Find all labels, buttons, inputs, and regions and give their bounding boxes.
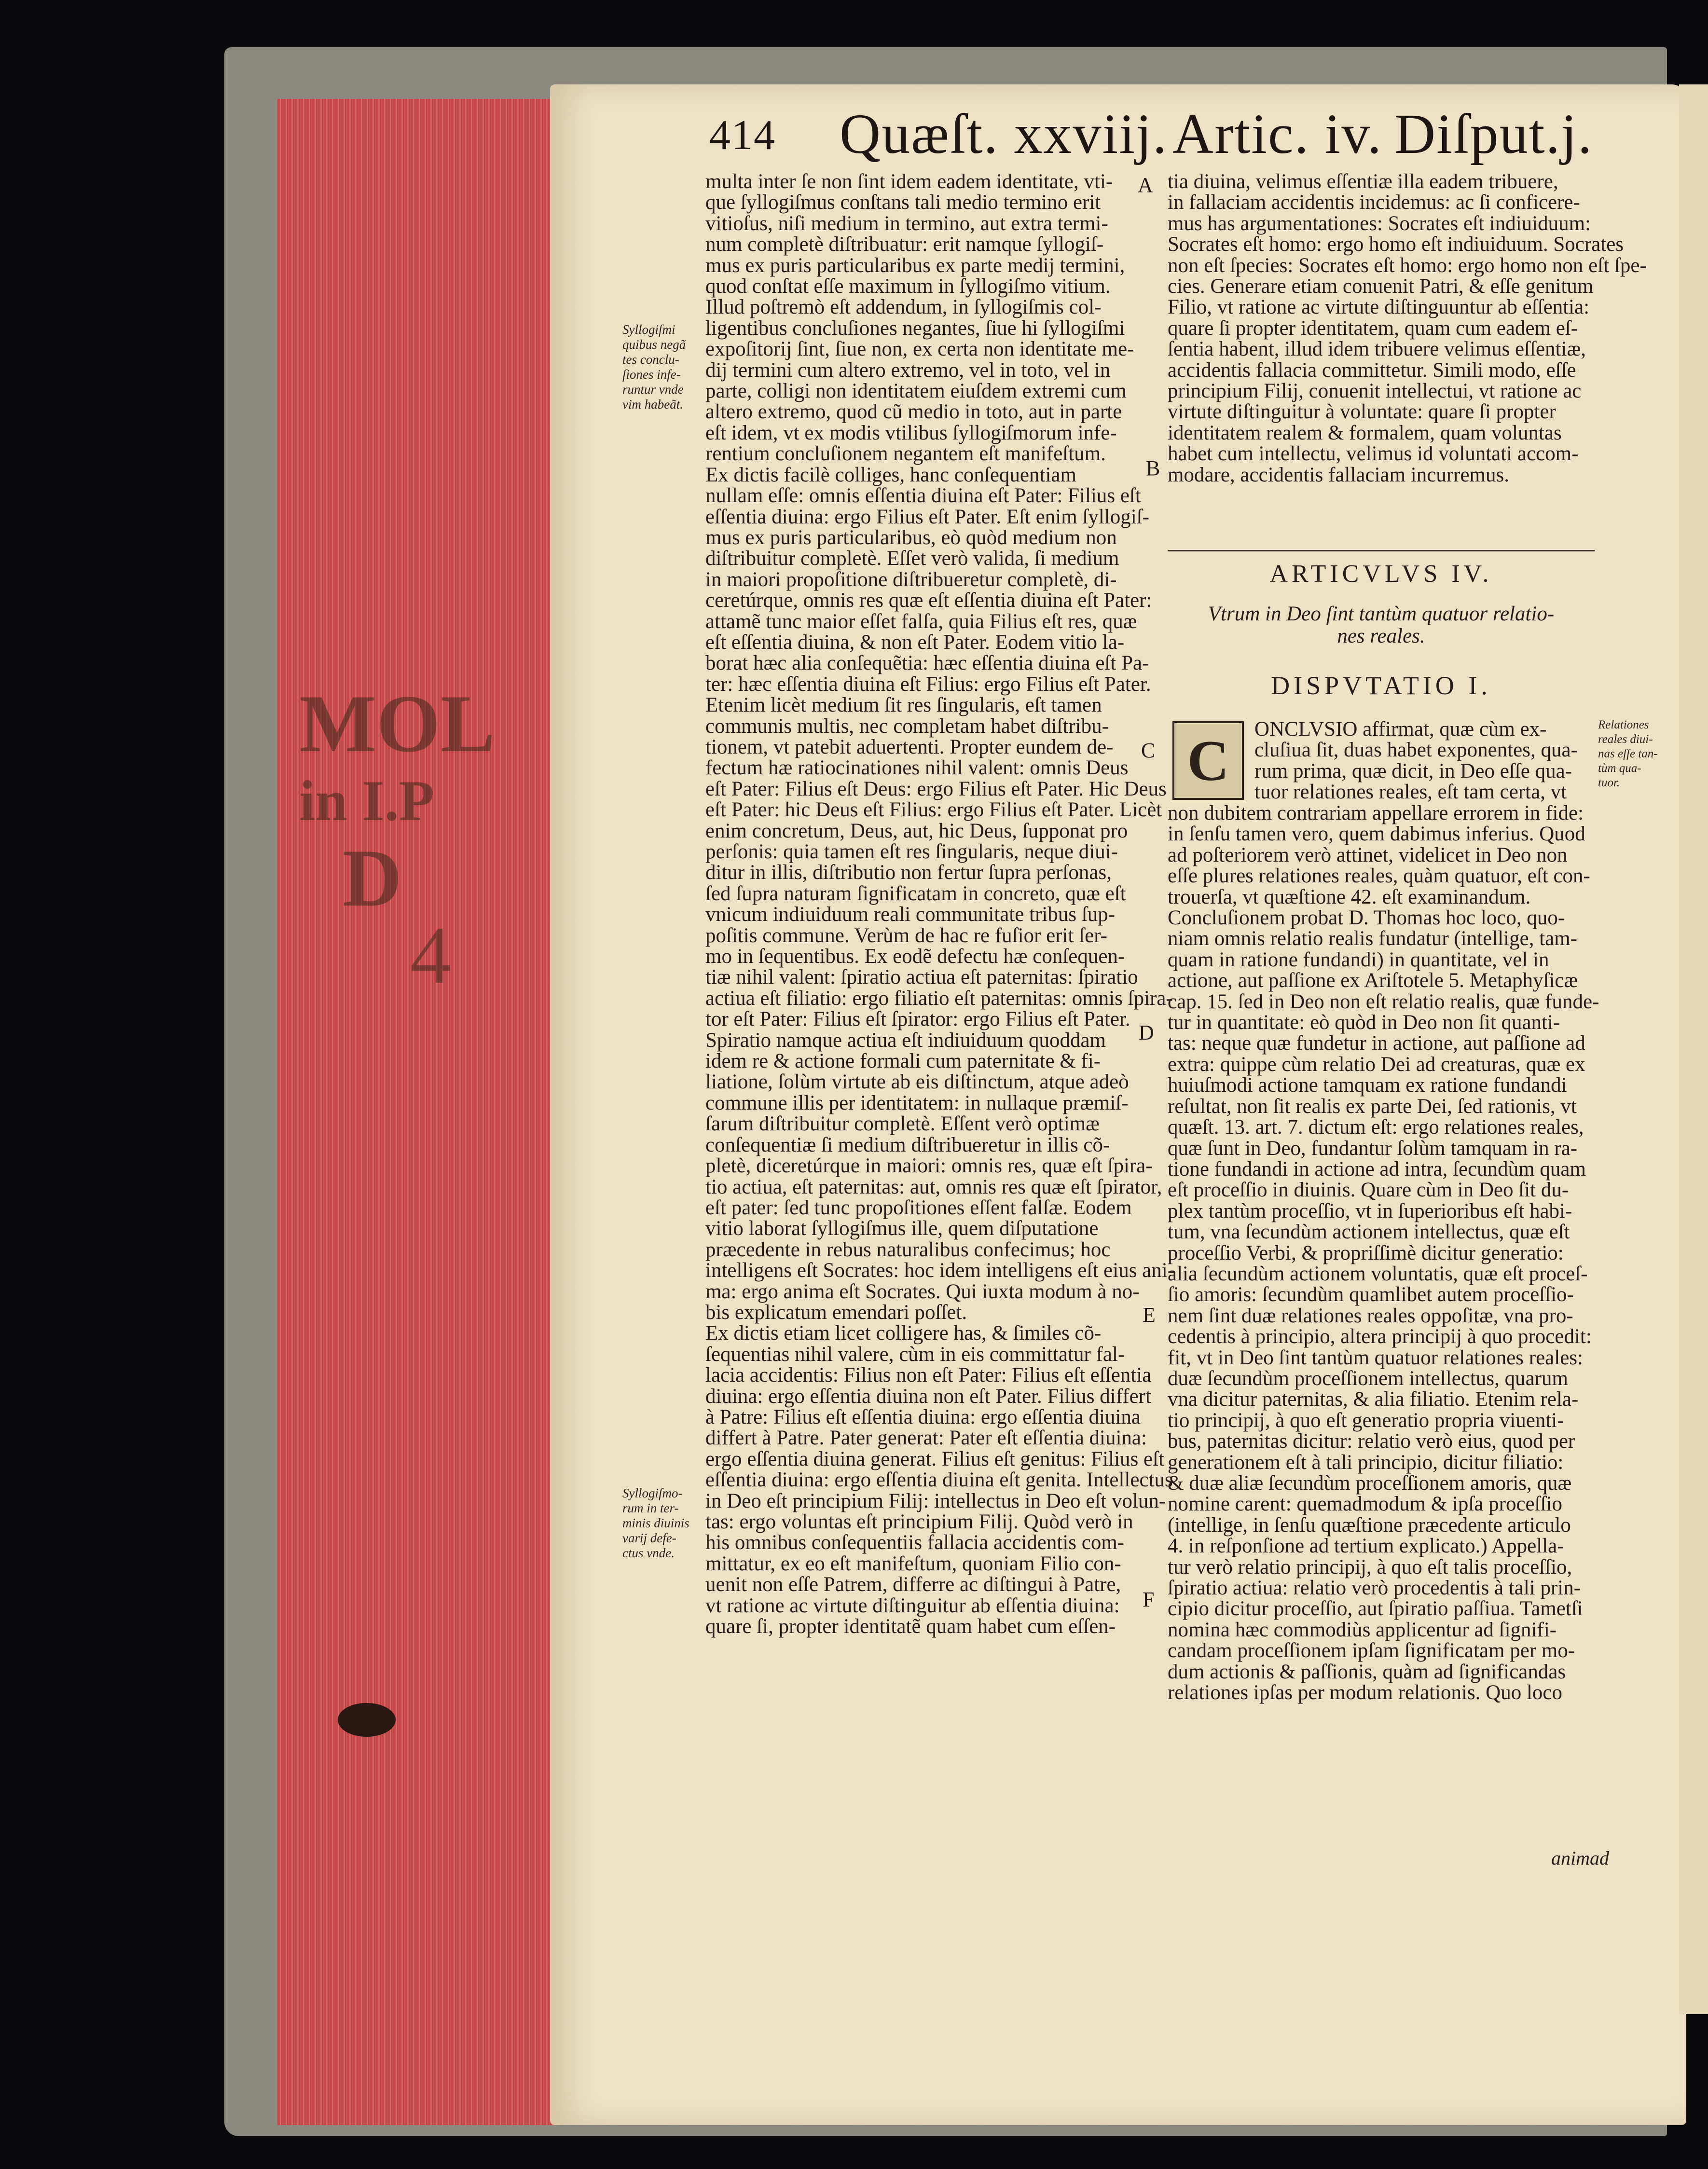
adjacent-page-edge [1679, 84, 1708, 2014]
text-line: fectum hæ ratiocinationes nihil valent: omnis Deus [705, 756, 1129, 780]
text-line: vnicum indiuiduum reali communitate tribus ſup- [705, 903, 1116, 926]
section-marker-e: E [1143, 1303, 1156, 1327]
text-line: borat hæc alia conſequẽtia: hæc eſſentia diuina eſt Pa- [705, 652, 1149, 675]
text-line: duæ ſecundùm proceſſionem intellectus, quarum [1168, 1367, 1568, 1390]
running-head [709, 101, 1595, 164]
text-line: bus, paternitas dicitur: relatio verò eius, quod per [1168, 1430, 1575, 1453]
text-line: accidentis fallacia committetur. Simili modo, eſſe [1168, 358, 1576, 382]
text-line: dij termini cum altero extremo, vel in toto, vel in [705, 358, 1111, 382]
text-line: mus ex puris particularibus, eò quòd medium non [705, 526, 1117, 549]
text-line: ſequentias nihil valere, cùm in eis committatur fal- [705, 1343, 1125, 1366]
text-line: mus ex puris particularibus ex parte medij termini, [705, 254, 1125, 277]
text-line: altero extremo, quod cũ medio in toto, aut in parte [705, 400, 1122, 424]
text-line: bis explicatum emendari poſſet. [705, 1301, 967, 1324]
margin-note-syllogismi [622, 322, 686, 412]
red-page-edges [277, 99, 557, 2125]
text-line: differt à Patre. Pater generat: Pater eſt eſſentia diuina: [705, 1427, 1147, 1450]
text-line: eſt pater: ſed tunc propoſitiones eſſent falſæ. Eodem [705, 1196, 1132, 1219]
page-number: 414 [709, 112, 776, 159]
text-line: tuor relationes reales, eſt tam certa, vt [1254, 781, 1567, 804]
text-line: idem re & actione formali cum paternitate & fi- [705, 1050, 1101, 1073]
text-line: eſſentia diuina: ergo Filius eſt Pater. Eſt enim ſyllogiſ- [705, 505, 1149, 528]
margin-note-line: runtur vnde [622, 382, 684, 397]
decorated-initial: C [1172, 721, 1244, 800]
text-line: quod conſtat eſſe maximum in ſyllogiſmo vitium. [705, 275, 1111, 298]
text-line: modare, accidentis fallaciam incurremus. [1168, 463, 1509, 486]
text-line: quare ſi propter identitatem, quam cum eadem eſ- [1168, 316, 1578, 340]
text-line: non dubitem contrariam appellare errorem in fide: [1168, 802, 1584, 824]
text-line: Socrates eſt homo: ergo homo eſt indiuiduum. Socrates [1168, 233, 1624, 256]
text-line: mittatur, ex eo eſt manifeſtum, quoniam Filio con- [705, 1552, 1121, 1575]
text-line: liatione, ſolùm virtute ab eis diſtinctum, atque adeò [705, 1071, 1129, 1094]
article-question-line: nes reales. [1337, 625, 1425, 647]
text-line: cedentis à principio, altera principij à quo procedit: [1168, 1325, 1592, 1348]
edge-inscription-line: MOL [299, 678, 496, 769]
text-line: que ſyllogiſmus conſtans tali medio termino erit [705, 191, 1101, 214]
text-line: vitioſus, niſi medium in termino, aut extra termi- [705, 212, 1108, 235]
text-line: eſt Pater: hic Deus eſt Filius: ergo Filius eſt Pater. Licèt [705, 798, 1162, 822]
text-line: cluſiua ſit, duas habet exponentes, qua- [1254, 739, 1578, 762]
section-marker-d: D [1139, 1021, 1154, 1044]
text-line: ligentibus concluſiones negantes, ſiue hi ſyllogiſmi [705, 316, 1125, 340]
margin-note-line: nas eſſe tan- [1598, 747, 1658, 760]
article-question-line: Vtrum in Deo ſint tantùm quatuor relatio- [1208, 603, 1555, 625]
text-line: tas: ergo voluntas eſt principium Filij. Quòd verò in [705, 1510, 1133, 1533]
text-line: plex tantùm proceſſio, vt in ſuperioribus eſt habi- [1168, 1199, 1572, 1222]
text-line: quæ ſunt in Deo, fundantur ſolùm tamquam in ra- [1168, 1137, 1578, 1160]
text-line: vt ratione ac virtute diſtinguitur ab eſſentia diuina: [705, 1594, 1120, 1617]
margin-note-line: rum in ter- [622, 1501, 679, 1515]
text-line: mo in ſequentibus. Ex eodẽ defectu hæ conſequen- [705, 945, 1125, 968]
text-line: fit, vt in Deo ſint tantùm quatuor relationes reales: [1168, 1346, 1583, 1369]
text-line: præcedente in rebus naturalibus confecimus; hoc [705, 1238, 1111, 1261]
head-disputatio: Diſput.j. [1394, 102, 1593, 165]
text-line: in maiori propoſitione diſtribueretur completè, di- [705, 568, 1117, 591]
text-line: alia ſecundùm actionem voluntatis, quæ eſt proceſ- [1168, 1262, 1588, 1285]
margin-note-line: varij defe- [622, 1531, 676, 1545]
text-line: ergo eſſentia diuina generat. Filius eſt genitus: Filius eſt [705, 1447, 1165, 1470]
text-line: nomina hæc commodiùs applicentur ad ſignifi- [1168, 1618, 1557, 1641]
text-line: commune illis per identitatem: in nullaque præmiſ- [705, 1091, 1129, 1114]
text-line: eſt idem, vt ex modis vtilibus ſyllogiſmorum infe- [705, 421, 1117, 444]
left-text-column [705, 170, 1175, 1638]
text-line: diſtribuitur completè. Eſſet verò valida, ſi medium [705, 547, 1119, 570]
text-line: in ſenſu tamen vero, quem dabimus inferius. Quod [1168, 823, 1585, 846]
text-line: ſio amoris: ſecundùm quamlibet autem proceſſio- [1168, 1283, 1574, 1306]
margin-note-line: Syllogiſmi [622, 322, 675, 337]
edge-inscription-line: 4 [410, 910, 451, 1001]
margin-note-line: Syllogiſmo- [622, 1486, 683, 1500]
text-line: trouerſa, vt quæſtione 42. eſt examinandum. [1168, 885, 1531, 908]
text-line: Ex dictis facilè colliges, hanc conſequentiam [705, 463, 1076, 486]
text-line: vitio laborat ſyllogiſmus ille, quem diſputatione [705, 1217, 1099, 1240]
fore-edge-inscription [299, 678, 550, 1003]
text-line: actiua eſt filiatio: ergo filiatio eſt paternitas: omnis ſpira- [705, 987, 1173, 1010]
text-line: vna dicitur paternitas, & alia filiatio. Etenim rela- [1168, 1388, 1579, 1411]
text-line: tor eſt Pater: Filius eſt ſpirator: ergo Filius eſt Pater. [705, 1008, 1130, 1031]
section-marker-f: F [1143, 1588, 1155, 1611]
text-line: ſpiratio actiua: relatio verò procedentis à tali prin- [1168, 1577, 1581, 1600]
text-line: quam in ratione fundandi) in quantitate, vel in [1168, 948, 1549, 971]
catchword: animad [1551, 1847, 1609, 1869]
text-line: cap. 15. ſed in Deo non eſt relatio realis, quæ funde- [1168, 990, 1599, 1013]
text-line: à Patre: Filius eſt eſſentia diuina: ergo eſſentia diuina [705, 1405, 1141, 1428]
text-line: perſonis: quia tamen eſt res ſingularis, neque diui- [705, 840, 1118, 863]
text-line: rum prima, quæ dicit, in Deo eſſe qua- [1254, 759, 1572, 782]
text-line: nem ſint duæ relationes reales oppoſitæ, vna pro- [1168, 1304, 1573, 1327]
text-line: non eſt ſpecies: Socrates eſt homo: ergo homo non eſt ſpe- [1168, 254, 1647, 277]
text-line: uenit non eſſe Patrem, differre ac diſtingui à Patre, [705, 1573, 1121, 1596]
text-line: attamẽ tunc maior eſſet falſa, quia Filius eſt res, quæ [705, 610, 1137, 633]
margin-note-line: tùm qua- [1598, 762, 1641, 775]
right-text-column-top [1168, 170, 1647, 486]
text-line: poſitis commune. Verùm de hac re fuſior erit ſer- [705, 924, 1107, 947]
text-line: Ex dictis etiam licet colligere has, & ſimiles cõ- [705, 1322, 1102, 1345]
text-line: identitatem realem & formalem, quam voluntas [1168, 421, 1562, 444]
disputatio-heading: DISPVTATIO I. [1271, 671, 1491, 700]
text-line: quare ſi, propter identitatẽ quam habet cum eſſen- [705, 1615, 1116, 1638]
text-line: tionem, vt patebit aduertenti. Propter eundem de- [705, 735, 1114, 758]
text-line: multa inter ſe non ſint idem eadem identitate, vti- [705, 170, 1113, 193]
right-text-column-indented [1254, 719, 1595, 803]
text-line: generationem eſt à tali principio, dicitur filiatio: [1168, 1451, 1564, 1474]
text-line: Concluſionem probat D. Thomas hoc loco, quo- [1168, 906, 1565, 930]
text-line: lacia accidentis: Filius non eſt Pater: Filius eſt eſſentia [705, 1364, 1152, 1387]
text-line: Filio, vt ratione ac virtute diſtinguuntur ab eſſentia: [1168, 296, 1590, 319]
text-line: habet cum intellectu, velimus id voluntati accom- [1168, 442, 1579, 466]
text-line: ter: hæc eſſentia diuina eſt Filius: ergo Filius eſt Pater. [705, 673, 1151, 696]
margin-note-line: quibus negã [622, 337, 686, 352]
text-line: Illud poſtremò eſt addendum, in ſyllogiſmis col- [705, 296, 1102, 319]
text-line: & duæ aliæ ſecundùm proceſſionem amoris, quæ [1168, 1472, 1572, 1495]
ink-stain [338, 1703, 396, 1737]
text-line: dum actionis & paſſionis, quàm ad ſignificandas [1168, 1660, 1566, 1683]
margin-note-syllogismorum [622, 1486, 689, 1561]
text-line: tum, vna ſecundùm actionem intellectus, quæ eſt [1168, 1221, 1570, 1244]
text-line: ma: ergo anima eſt Socrates. Qui iuxta modum à no- [705, 1280, 1140, 1303]
text-line: eſt Pater: Filius eſt Deus: ergo Filius eſt Pater. Hic Deus [705, 777, 1167, 800]
text-line: virtute diſtinguitur à voluntate: quare ſi propter [1168, 400, 1556, 424]
text-line: expoſitorij ſint, ſiue non, ex certa non identitate me- [705, 338, 1134, 361]
text-line: tur in quantitate: eò quòd in Deo non ſit quanti- [1168, 1011, 1560, 1034]
text-line: tia diuina, velimus eſſentiæ illa eadem tribuere, [1168, 170, 1558, 193]
text-line: enim concretum, Deus, aut, hic Deus, ſupponat pro [705, 819, 1128, 842]
text-line: diuina: ergo eſſentia diuina non eſt Pater. Filius differt [705, 1385, 1151, 1408]
text-line: 4. in reſponſione ad tertium explicato.) Appella- [1168, 1535, 1564, 1558]
text-line: tio principij, à quo eſt generatio propria viuenti- [1168, 1409, 1564, 1432]
head-quaestio: Quæſt. xxviij. [840, 102, 1168, 165]
text-line: eſſe plures relationes reales, quàm quatuor, eſt con- [1168, 865, 1590, 888]
margin-note-line: reales diui- [1598, 733, 1653, 746]
text-line: nullam eſſe: omnis eſſentia diuina eſt Pater: Filius eſt [705, 484, 1141, 508]
text-line: eſt proceſſio in diuinis. Quare cùm in Deo ſit du- [1168, 1179, 1569, 1202]
text-line: pletè, diceretúrque in maiori: omnis res, quæ eſt ſpira- [705, 1154, 1153, 1178]
text-line: ſarum diſtribuitur completè. Eſſent verò optimæ [705, 1112, 1100, 1136]
margin-note-line: minis diuinis [622, 1516, 689, 1530]
margin-note-line: tuor. [1598, 776, 1620, 789]
text-line: parte, colligi non identitatem eiuſdem extremi cum [705, 380, 1127, 403]
text-line: cipio dicitur proceſſio, aut ſpiratio paſſiua. Tametſi [1168, 1597, 1583, 1620]
text-line: ceretúrque, omnis res quæ eſt eſſentia diuina eſt Pater: [705, 589, 1152, 612]
text-line: ſentia habent, illud idem tribuere velimus eſſentiæ, [1168, 338, 1586, 361]
section-marker-b: B [1146, 456, 1160, 480]
text-line: principium Filij, conuenit intellectui, vt ratione ac [1168, 380, 1582, 403]
margin-note-line: tes conclu- [622, 352, 679, 367]
text-line: huiuſmodi actione tamquam ex ratione fundandi [1168, 1074, 1567, 1097]
text-line: num completè diſtribuatur: erit namque ſyllogiſ- [705, 233, 1104, 256]
text-line: ad poſteriorem verò attinet, videlicet in Deo non [1168, 843, 1568, 866]
margin-note-line: vim habeãt. [622, 397, 683, 412]
text-line: ditur in illis, diſtributio non fertur ſupra perſonas, [705, 861, 1112, 884]
margin-note-line: ſiones infe- [622, 367, 681, 382]
margin-note-relationes [1598, 718, 1658, 790]
text-line: proceſſio Verbi, & propriſſimè dicitur generatio: [1168, 1241, 1564, 1264]
text-line: extra: quippe cùm relatio Dei ad creaturas, quæ ex [1168, 1053, 1585, 1076]
text-line: in fallaciam accidentis incidemus: ac ſi conficere- [1168, 191, 1580, 214]
text-line: in Deo eſt principium Filij: intellectus in Deo eſt volun- [705, 1489, 1166, 1512]
text-line: actione, aut paſſione ex Ariſtotele 5. Metaphyſicæ [1168, 969, 1578, 992]
text-line: Etenim licèt medium ſit res ſingularis, eſt tamen [705, 694, 1102, 717]
text-line: relationes ipſas per modum relationis. Quo loco [1168, 1681, 1563, 1704]
article-divider [1168, 550, 1595, 551]
text-line: intelligens eſt Socrates: hoc idem intelligens eſt eius ani- [705, 1259, 1175, 1282]
text-line: (intellige, in ſenſu quæſtione præcedente articulo [1168, 1513, 1571, 1537]
text-line: quæſt. 13. art. 7. dictum eſt: ergo relationes reales, [1168, 1116, 1584, 1139]
head-articulus: Artic. iv. [1172, 102, 1383, 165]
text-line: tur verò relatio principij, à quo eſt talis proceſſio, [1168, 1555, 1572, 1579]
text-line: eſt eſſentia diuina, & non eſt Pater. Eodem vitio la- [705, 631, 1125, 654]
article-question [1168, 603, 1595, 647]
edge-inscription-line: D [343, 833, 402, 923]
text-line: cies. Generare etiam conuenit Patri, & eſſe genitum [1168, 275, 1594, 298]
text-line: ONCLVSIO affirmat, quæ cùm ex- [1254, 718, 1547, 741]
margin-note-line: Relationes [1598, 718, 1649, 731]
text-line: tio actiua, eſt paternitas: aut, omnis res quæ eſt ſpirator, [705, 1175, 1162, 1198]
text-line: nomine carent: quemadmodum & ipſa proceſſio [1168, 1493, 1562, 1516]
margin-note-line: ctus vnde. [622, 1546, 675, 1560]
text-line: his omnibus conſequentiis fallacia accidentis com- [705, 1531, 1125, 1554]
article-heading: ARTICVLVS IV. [1269, 560, 1493, 588]
section-marker-a: A [1138, 173, 1153, 197]
text-line: ſed ſupra naturam ſignificatam in concreto, quæ eſt [705, 882, 1126, 905]
text-line: tione fundandi in actione ad intra, ſecundùm quam [1168, 1157, 1586, 1181]
text-line: Spiratio namque actiua eſt indiuiduum quoddam [705, 1029, 1106, 1052]
right-text-column-bottom [1168, 802, 1599, 1704]
edge-inscription-line: in I.P [299, 769, 435, 833]
text-line: communis multis, nec completam habet diſtribu- [705, 714, 1109, 738]
text-line: candam proceſſionem ipſam ſignificatam per mo- [1168, 1639, 1575, 1662]
text-line: rentium concluſionem negantem eſt manifeſtum. [705, 442, 1106, 466]
text-line: tiæ nihil valent: ſpiratio actiua eſt paternitas: ſpiratio [705, 966, 1138, 989]
section-marker-c: C [1141, 739, 1156, 762]
text-line: eſſentia diuina: ergo eſſentia diuina eſt genita. Intellectus [705, 1469, 1173, 1492]
text-line: tas: neque quæ fundetur in actione, aut paſſione ad [1168, 1032, 1585, 1055]
text-line: niam omnis relatio realis fundatur (intellige, tam- [1168, 927, 1577, 950]
text-line: mus has argumentationes: Socrates eſt indiuiduum: [1168, 212, 1591, 235]
text-line: conſequentiæ ſi medium diſtribueretur in illis cõ- [705, 1133, 1110, 1156]
text-line: reſultat, non ſit realis ex parte Dei, ſed rationis, vt [1168, 1095, 1577, 1118]
